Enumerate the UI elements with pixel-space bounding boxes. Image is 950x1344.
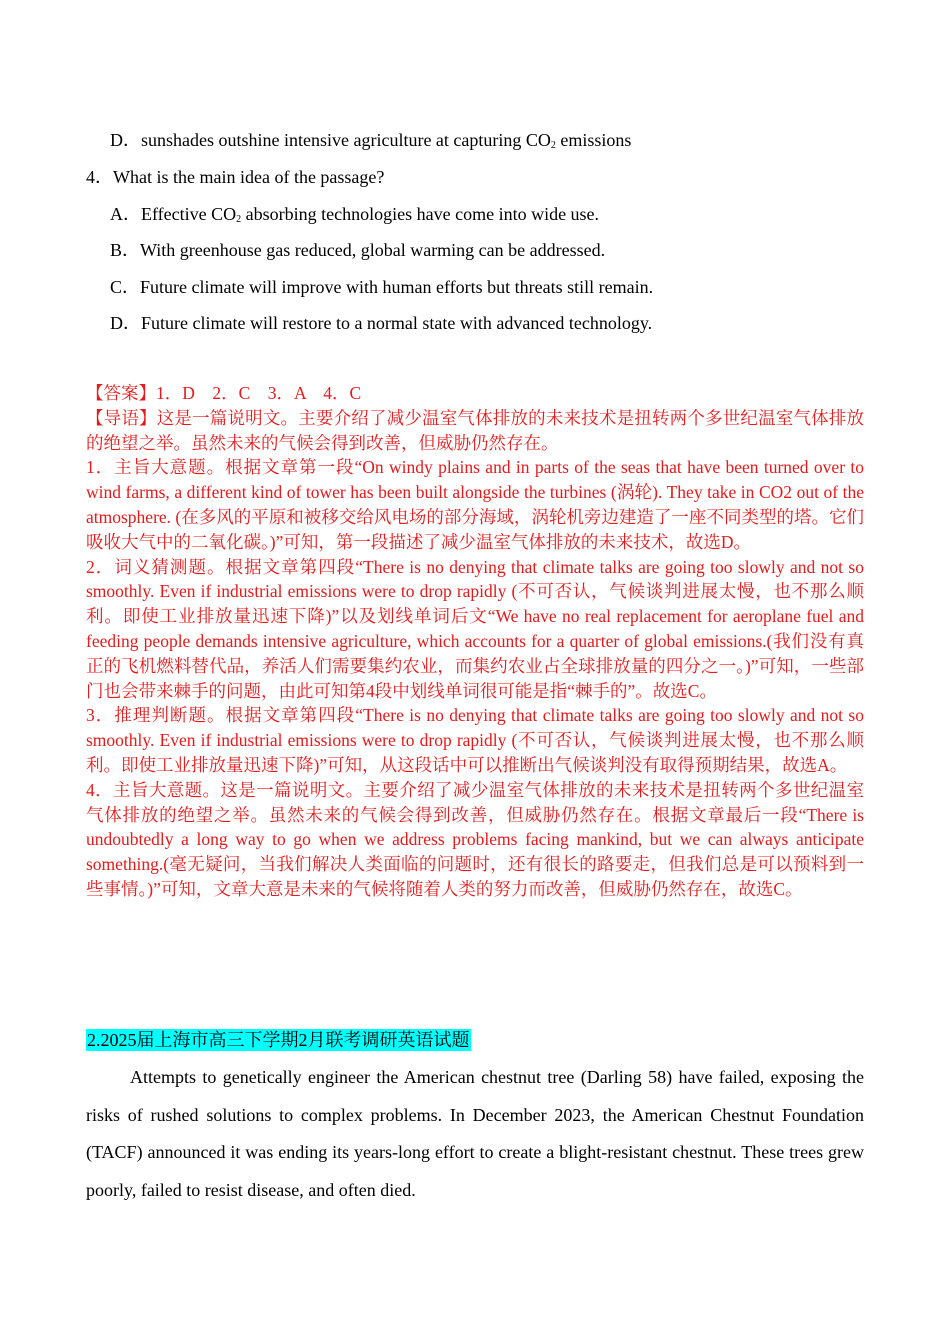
option-label: D． (110, 130, 141, 150)
answer-key: 【答案】1．D 2．C 3．A 4．C (86, 383, 362, 403)
q3-option-d (110, 126, 631, 152)
option-label: D． (110, 313, 141, 333)
option-text: With greenhouse gas reduced, global warming can be addressed. (140, 240, 606, 260)
q4-option-b (110, 236, 605, 262)
option-text: Effective CO (141, 204, 237, 224)
explanation-1: 1．主旨大意题。根据文章第一段“On windy plains and in parts of the seas that have been turned over to wind farms, a different kind of tower has been built alongside the turbines (涡轮). They take in CO2 out of the atmosphere. (在多风的平原和被移交给风电场的部分海域，涡轮机旁边建造了一座不同类型的塔。它们吸收大气中的二氧化碳。)”可知，第一段描述了减少温室气体排放的未来技术，故选D。 (86, 457, 864, 552)
option-text: sunshades outshine intensive agriculture at capturing CO (141, 130, 551, 150)
explanation-4: 4．主旨大意题。这是一篇说明文。主要介绍了减少温室气体排放的未来技术是扭转两个多世纪温室气体排放的绝望之举。虽然未来的气候会得到改善，但威胁仍然存在。根据文章最后一段“There is undoubtedly a long way to go when we address problems facing mankind, but we can always anticipate something.(毫无疑问，当我们解决人类面临的问题时，还有很长的路要走，但我们总是可以预料到一些事情。)”可知，文章大意是未来的气候将随着人类的努力而改善，但威胁仍然存在，故选C。 (86, 779, 864, 899)
option-text: Future climate will improve with human efforts but threats still remain. (140, 277, 654, 297)
answer-explanation (86, 381, 864, 902)
q4-option-c (110, 273, 653, 299)
section-heading: 2.2025届上海市高三下学期2月联考调研英语试题 (87, 1030, 470, 1050)
option-label: C． (110, 277, 141, 297)
q4-option-d (110, 309, 652, 335)
passage-paragraph: Attempts to genetically engineer the American chestnut tree (Darling 58) have failed, exposing the risks of rushed solutions to complex problems. In December 2023, the American Chestnut Foundation (TACF) announced it was ending its years-long effort to create a blight-resistant chestnut. These trees grew poorly, failed to resist disease, and often died. (86, 1067, 864, 1200)
subscript: 2 (550, 140, 556, 151)
q4-stem: 4．What is the main idea of the passage? (86, 167, 385, 187)
option-text: Future climate will restore to a normal state with advanced technology. (141, 313, 653, 333)
option-text-end: emissions (555, 130, 632, 150)
q4-option-a (110, 200, 599, 226)
guide-text: 【导语】这是一篇说明文。主要介绍了减少温室气体排放的未来技术是扭转两个多世纪温室气体排放的绝望之举。虽然未来的气候会得到改善，但威胁仍然存在。 (86, 407, 864, 453)
option-label: A． (110, 204, 141, 224)
explanation-2: 2．词义猜测题。根据文章第四段“There is no denying that climate talks are going too slowly and not so smoothly. Even if industrial emissions were to drop rapidly (不可否认，气候谈判进展太慢，也不那么顺利。即使工业排放量迅速下降)”以及划线单词后文“We have no real replacement for aeroplane fuel and feeding people demands intensive agriculture, which accounts for a quarter of global emissions.(我们没有真正的飞机燃料替代品，养活人们需要集约农业，而集约农业占全球排放量的四分之一。)”可知，一些部门也会带来棘手的问题，由此可知第4段中划线单词很可能是指“棘手的”。故选C。 (86, 556, 864, 701)
subscript: 2 (236, 214, 242, 225)
explanation-3: 3．推理判断题。根据文章第四段“There is no denying that climate talks are going too slowly and not so smoothly. Even if industrial emissions were to drop rapidly (不可否认，气候谈判进展太慢，也不那么顺利。即使工业排放量迅速下降)”可知，从这段话中可以推断出气候谈判没有取得预期结果，故选A。 (86, 705, 864, 775)
option-text-end: absorbing technologies have come into wide use. (241, 204, 600, 224)
option-label: B． (110, 240, 141, 260)
